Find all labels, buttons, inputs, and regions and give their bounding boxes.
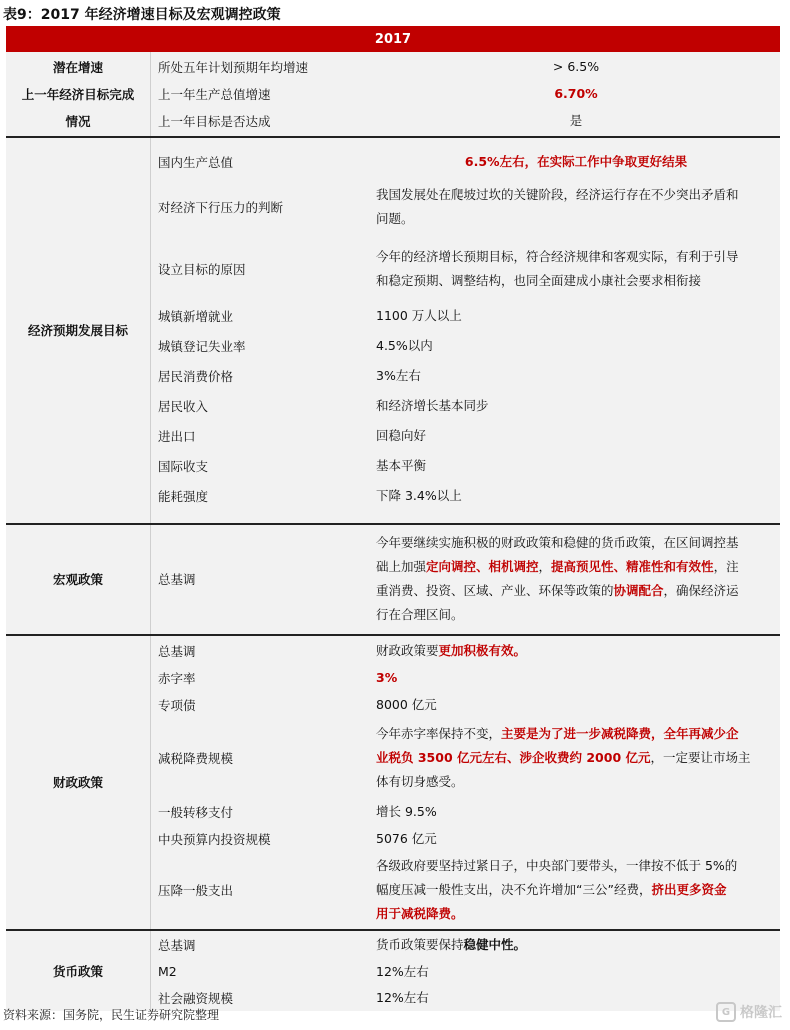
row-label: 城镇登记失业率 — [158, 339, 246, 354]
row-label: 赤字率 — [158, 670, 196, 686]
section-label: 货币政策 — [6, 931, 151, 1011]
section-fiscal-policy — [6, 636, 780, 931]
value-line: 行在合理区间。 — [376, 607, 464, 622]
table-row — [150, 421, 780, 451]
row-label: 上一年生产总值增速 — [158, 86, 271, 102]
row-value: 财政政策要更加积极有效。 — [376, 643, 527, 658]
row-value: 8000 亿元 — [376, 696, 437, 712]
table-row — [150, 331, 780, 361]
row-value: 5076 亿元 — [376, 830, 437, 846]
policy-table — [6, 26, 780, 1011]
table-row — [150, 451, 780, 481]
row-value — [372, 722, 780, 794]
value-line: 础上加强定向调控、相机调控，提高预见性、精准性和有效性，注 — [376, 559, 739, 574]
table-row — [150, 301, 780, 331]
table-title: 表9：2017 年经济增速目标及宏观调控政策 — [3, 7, 281, 23]
table-row — [150, 53, 780, 80]
section-label-line: 上一年经济目标完成 — [21, 86, 135, 102]
value-line: 幅度压减一般性支出，决不允许增加“三公”经费，挤出更多资金 — [376, 882, 727, 897]
watermark-text: 格隆汇 — [740, 1005, 782, 1021]
row-label: 居民收入 — [158, 399, 209, 414]
row-label: 社会融资规模 — [158, 991, 234, 1006]
row-value: 回稳向好 — [376, 428, 427, 443]
value-line: 今年要继续实施积极的财政政策和稳健的货币政策，在区间调控基 — [376, 535, 739, 550]
row-value: 3% — [376, 669, 398, 685]
section-label-line: 情况 — [65, 113, 91, 129]
table-row — [150, 361, 780, 391]
row-value: 增长 9.5% — [376, 803, 437, 819]
row-value: 下降 3.4%以上 — [376, 488, 462, 503]
source-note: 资料来源：国务院，民生证券研究院整理 — [3, 1008, 220, 1022]
row-label: 对经济下行压力的判断 — [158, 200, 284, 215]
row-label: 压降一般支出 — [158, 883, 234, 898]
row-label: 设立目标的原因 — [158, 262, 246, 277]
table-row — [150, 638, 780, 664]
row-value: 1100 万人以上 — [376, 308, 462, 323]
section-economic-targets — [6, 138, 780, 525]
table-row — [150, 691, 780, 718]
value-line: 我国发展处在爬坡过坎的关键阶段，经济运行存在不少突出矛盾和 — [376, 187, 739, 202]
row-label: 一般转移支付 — [158, 804, 234, 820]
row-label: 居民消费价格 — [158, 369, 234, 384]
table-row — [150, 177, 780, 237]
row-label: 国际收支 — [158, 459, 209, 474]
row-value: 货币政策要保持稳健中性。 — [376, 936, 527, 952]
row-label: M2 — [158, 964, 177, 979]
table-row — [150, 529, 780, 629]
value-line: 问题。 — [376, 211, 414, 226]
table-row — [150, 146, 780, 177]
section-macro-policy — [6, 525, 780, 636]
row-label: 总基调 — [158, 937, 196, 953]
row-label: 能耗强度 — [158, 489, 209, 504]
row-value: 12%左右 — [376, 990, 429, 1005]
table-row — [150, 237, 780, 301]
watermark-logo-icon: G — [716, 1002, 736, 1022]
value-line: 今年赤字率保持不变，主要是为了进一步减税降费，全年再减少企 — [376, 726, 739, 741]
row-value: > 6.5% — [552, 58, 600, 74]
table-row — [150, 825, 780, 852]
section-previous-year — [6, 52, 780, 138]
row-value — [372, 531, 780, 627]
table-row — [150, 985, 780, 1011]
row-value: 是 — [569, 112, 583, 128]
section-monetary-policy — [6, 931, 780, 1011]
row-value — [372, 854, 780, 926]
value-line: 和稳定预期、调整结构，也同全面建成小康社会要求相衔接 — [376, 273, 702, 288]
row-label: 国内生产总值 — [158, 154, 234, 170]
table-row — [150, 391, 780, 421]
row-label: 减税降费规模 — [158, 751, 234, 766]
value-line: 各级政府要坚持过紧日子，中央部门要带头，一律按不低于 5%的 — [376, 858, 738, 873]
table-row — [150, 107, 780, 134]
row-value — [372, 245, 780, 293]
row-label: 中央预算内投资规模 — [158, 831, 271, 847]
table-row — [150, 664, 780, 691]
watermark — [716, 1002, 782, 1022]
table-row — [150, 852, 780, 928]
row-value: 3%左右 — [376, 368, 421, 383]
row-label: 进出口 — [158, 429, 196, 444]
table-row — [150, 718, 780, 798]
value-line: 体有切身感受。 — [376, 774, 464, 789]
table-row — [150, 481, 780, 511]
row-value: 6.70% — [554, 85, 598, 101]
row-label: 总基调 — [158, 572, 196, 587]
section-label — [6, 52, 151, 136]
row-value: 和经济增长基本同步 — [376, 398, 489, 413]
table-row — [150, 931, 780, 958]
value-line: 业税负 3500 亿元左右、涉企收费约 2000 亿元，一定要让市场主 — [376, 750, 751, 765]
row-value: 4.5%以内 — [376, 338, 433, 353]
row-value — [372, 183, 780, 231]
table-row — [150, 80, 780, 107]
section-label-line: 潜在增速 — [52, 59, 103, 75]
row-value: 基本平衡 — [376, 458, 427, 473]
table-row — [150, 798, 780, 825]
row-label: 专项债 — [158, 697, 196, 713]
section-label: 宏观政策 — [6, 525, 151, 634]
row-label: 上一年目标是否达成 — [158, 113, 271, 129]
row-label: 总基调 — [158, 644, 196, 659]
table-row — [150, 958, 780, 985]
value-line: 用于减税降费。 — [376, 906, 464, 921]
section-label: 财政政策 — [6, 636, 151, 929]
value-line: 今年的经济增长预期目标，符合经济规律和客观实际，有利于引导 — [376, 249, 739, 264]
value-line: 重消费、投资、区域、产业、环保等政策的协调配合，确保经济运 — [376, 583, 739, 598]
year-header: 2017 — [6, 26, 780, 52]
section-label: 经济预期发展目标 — [6, 138, 151, 523]
row-value: 6.5%左右，在实际工作中争取更好结果 — [464, 153, 688, 169]
row-label: 城镇新增就业 — [158, 309, 234, 324]
row-value: 12%左右 — [376, 963, 429, 979]
row-label: 所处五年计划预期年均增速 — [158, 59, 309, 75]
